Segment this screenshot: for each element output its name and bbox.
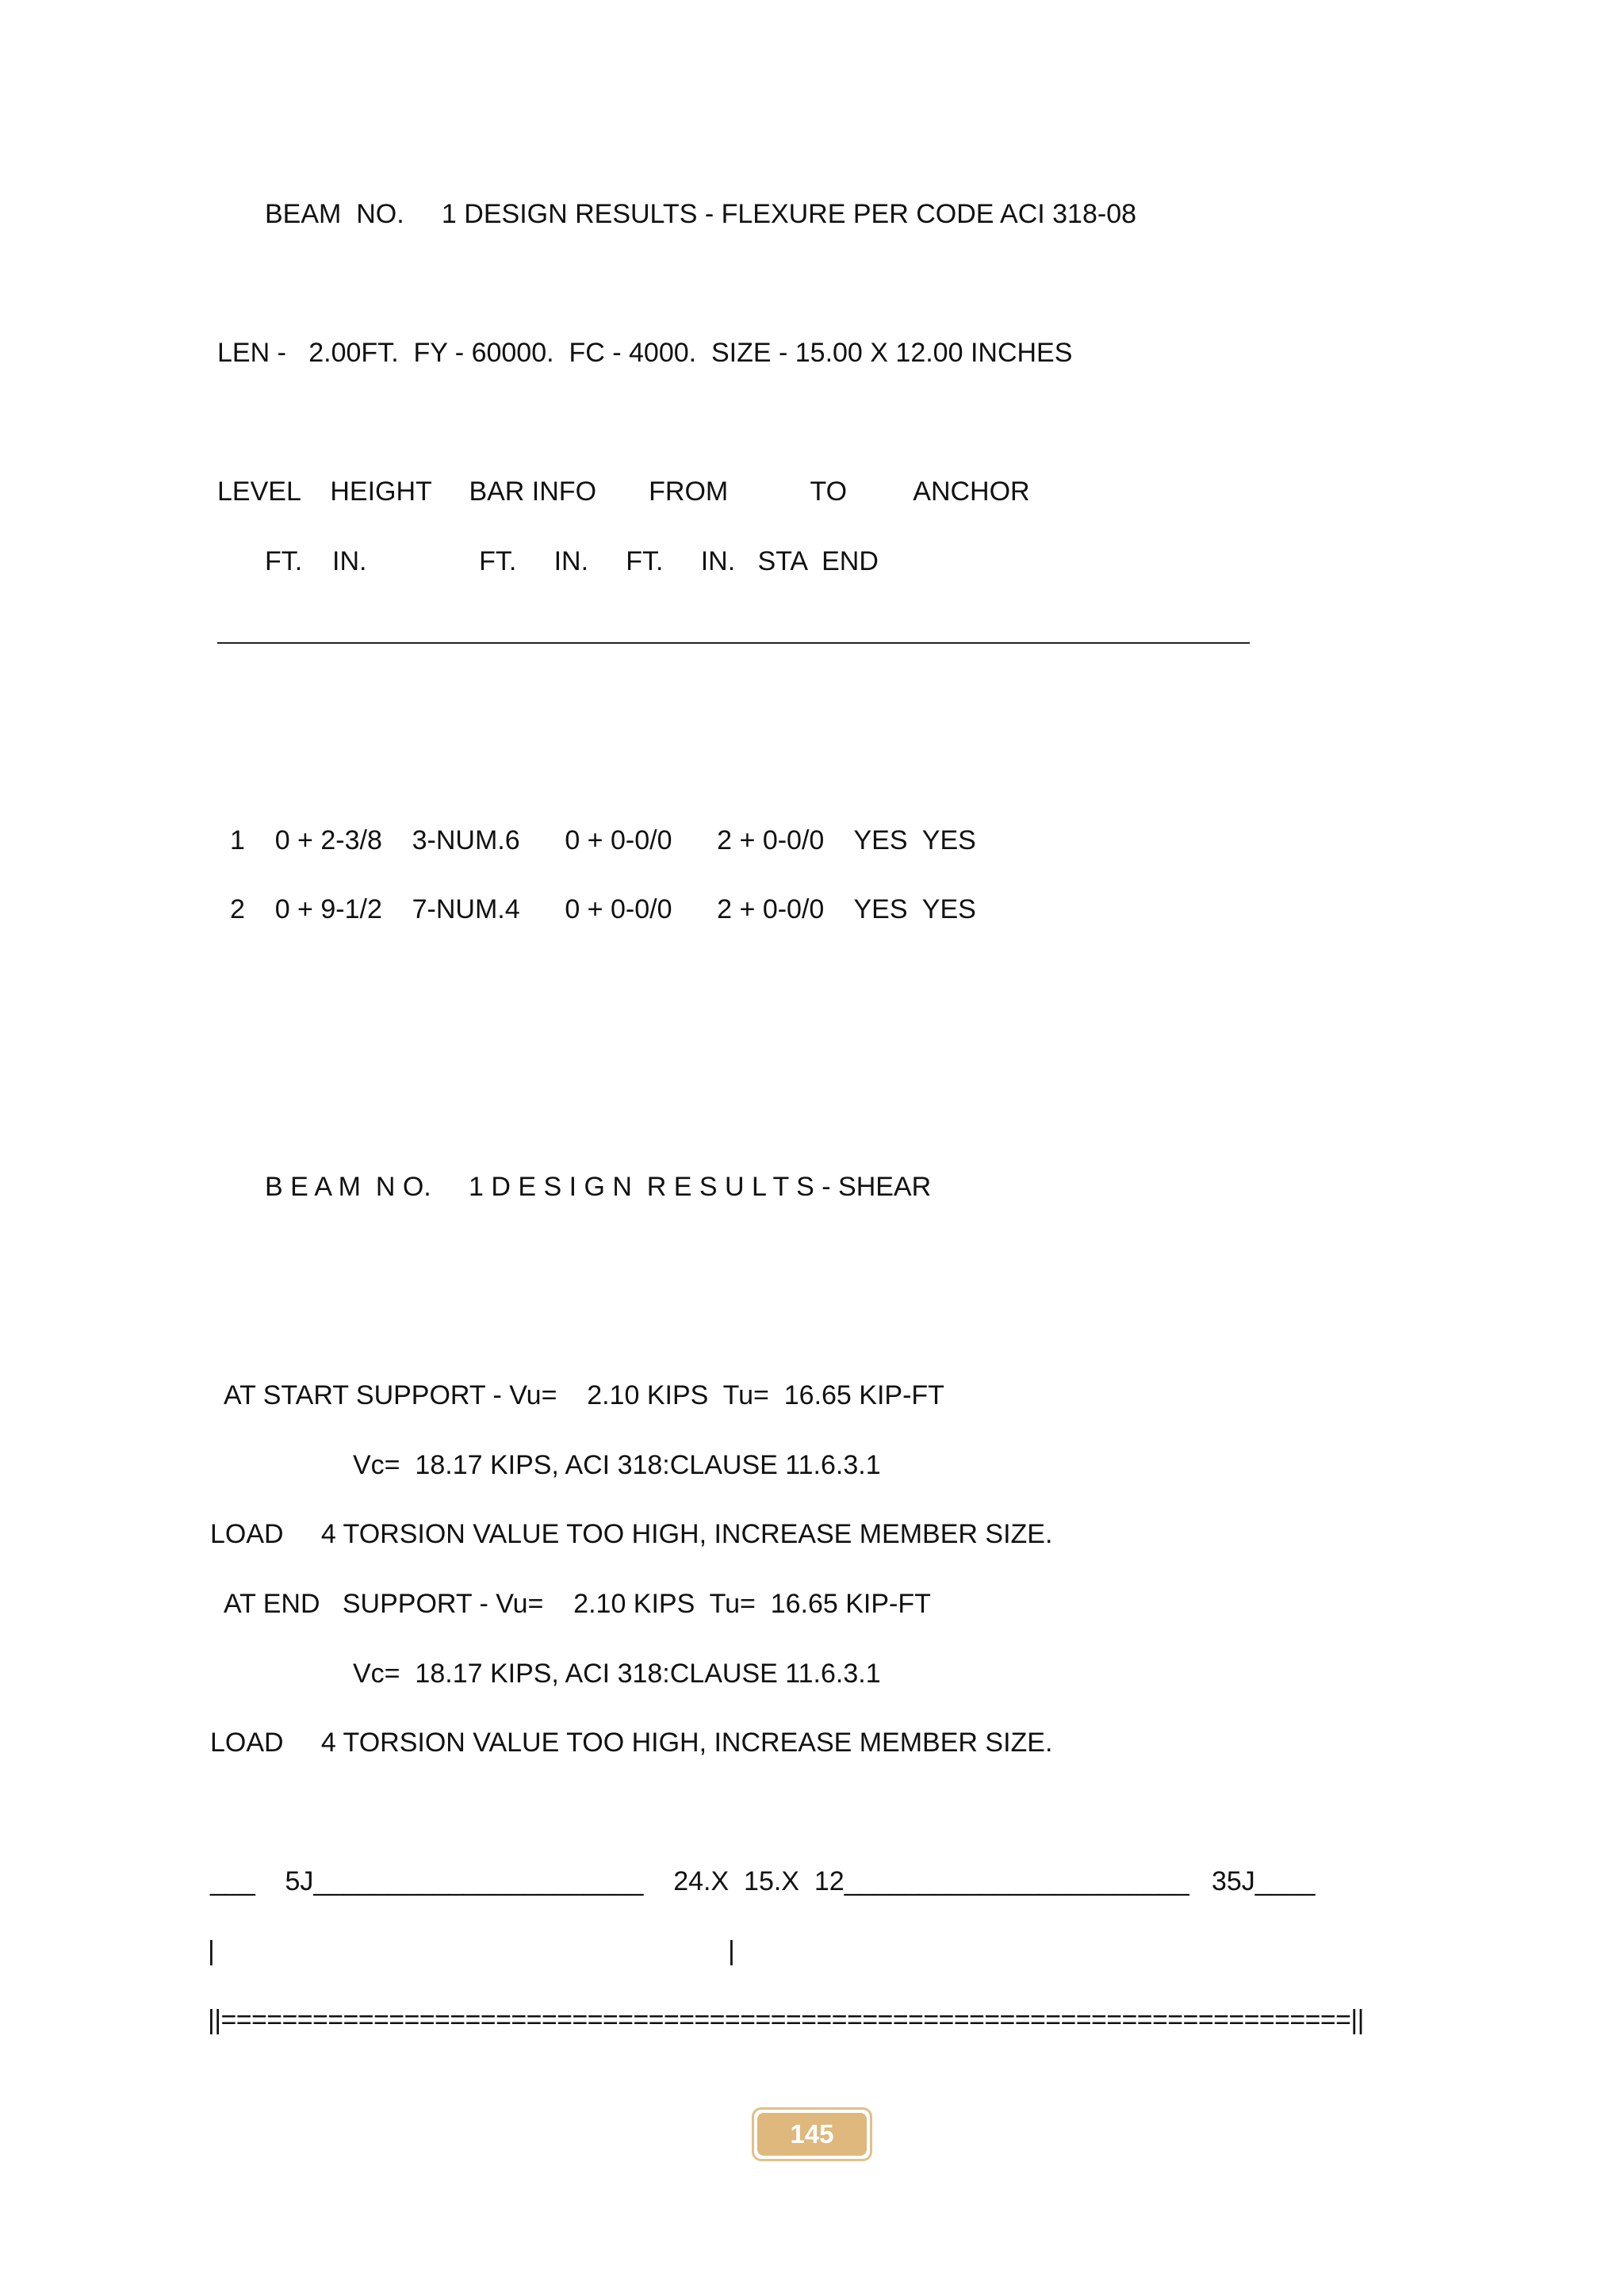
shear-line-vc-end: Vc= 18.17 KIPS, ACI 318:CLAUSE 11.6.3.1 xyxy=(353,1659,881,1689)
shear-line-end-support: AT END SUPPORT - Vu= 2.10 KIPS Tu= 16.65 KIP-FT xyxy=(224,1589,931,1619)
shear-line-load-warning-end: LOAD 4 TORSION VALUE TOO HIGH, INCREASE MEMBER SIZE. xyxy=(210,1728,1053,1758)
page-number-badge xyxy=(752,2107,872,2161)
beam-sketch-right-bar: | xyxy=(728,1936,735,1966)
beam-properties: LEN - 2.00FT. FY - 60000. FC - 4000. SIZE - 15.00 X 12.00 INCHES xyxy=(217,338,1073,368)
beam-sketch-bottom: ||==========================================================================|| xyxy=(208,2005,1364,2035)
shear-title: B E A M N O. 1 D E S I G N R E S U L T S - SHEAR xyxy=(265,1172,932,1202)
shear-line-vc-start: Vc= 18.17 KIPS, ACI 318:CLAUSE 11.6.3.1 xyxy=(353,1450,881,1480)
shear-line-start-support: AT START SUPPORT - Vu= 2.10 KIPS Tu= 16.65 KIP-FT xyxy=(224,1380,944,1410)
flexure-title: BEAM NO. 1 DESIGN RESULTS - FLEXURE PER CODE ACI 318-08 xyxy=(265,199,1137,229)
beam-sketch-top: ___ 5J______________________ 24.X 15.X 12_______________________ 35J____ xyxy=(210,1866,1316,1896)
table-header-1: LEVEL HEIGHT BAR INFO FROM TO ANCHOR xyxy=(217,476,1030,507)
page-number: 145 xyxy=(757,2113,867,2156)
shear-line-load-warning-start: LOAD 4 TORSION VALUE TOO HIGH, INCREASE MEMBER SIZE. xyxy=(210,1519,1053,1549)
table-row: 2 0 + 9-1/2 7-NUM.4 0 + 0-0/0 2 + 0-0/0 YES YES xyxy=(230,894,976,924)
beam-sketch-left-bar: | xyxy=(208,1936,215,1966)
table-header-2: FT. IN. FT. IN. FT. IN. STA END xyxy=(265,546,879,576)
table-row: 1 0 + 2-3/8 3-NUM.6 0 + 0-0/0 2 + 0-0/0 YES YES xyxy=(230,825,976,855)
header-rule xyxy=(217,642,1250,644)
